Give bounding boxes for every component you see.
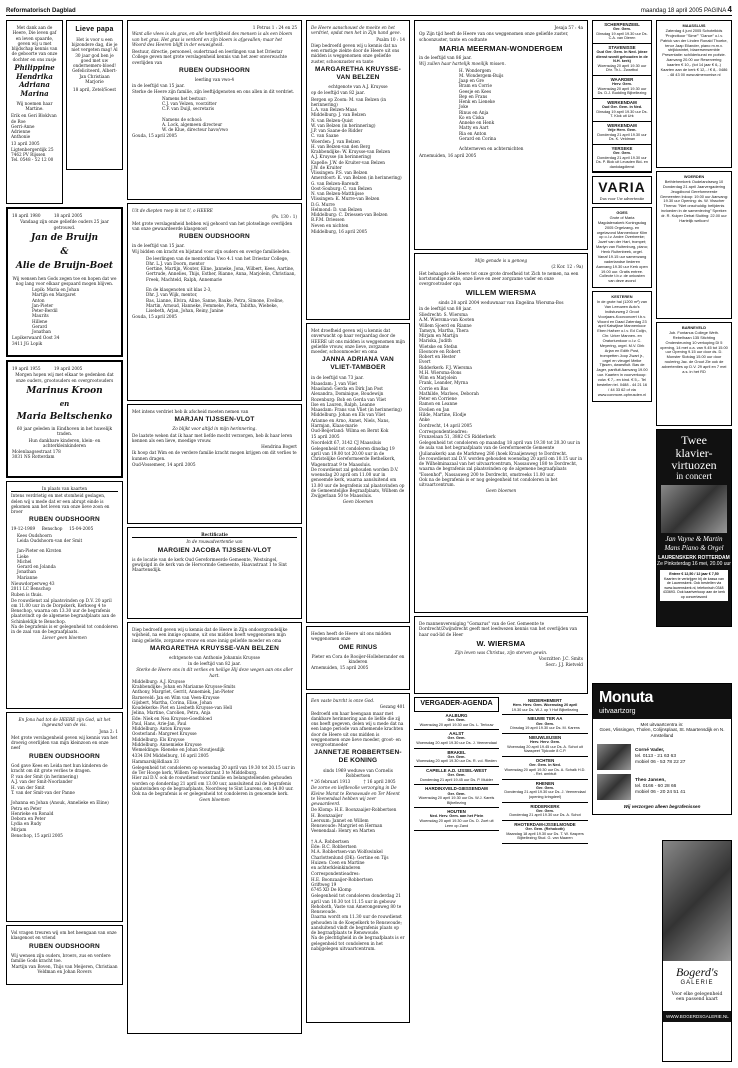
church-service-item xyxy=(414,808,499,831)
church-service-item xyxy=(414,767,499,785)
church-denomination: Ger. Gem. xyxy=(613,27,631,32)
death-notice-ruben-2: En Jona had tot de HEERE zijn God, uit het ingewand van de vis. Jona 2: 1 Met grote verslagenheid geven wij kennis van het droevig overlijden van mijn kleinzoon en onze neef RUBEN OUDSHOORN God gave Kees en Leida met hun kinderen de kracht om dit grote verlies te dragen. P. van der Smit (in herinnering) A.J. van der Smit-Noorlander H. van der Smit T. van der Smit-van der Panne Johanna en Johan (Anouk, Annelieke en Eline) Petra en Peter Henrieke en Ronald Debora en Peter Lydia en Rudy Mirjam Benschop, 15 april 2005 xyxy=(6,712,123,922)
church-location: STAVENISSE xyxy=(608,44,636,50)
column-2 xyxy=(127,20,302,1037)
woerden-ad: WOERDEN Bethlehemkerk Oudelandsewg 10 Donderdag 21 april Jaarvergadering Jeugdbond Gereformeerde Gemeenten Inloop: 19.00 uur Aanvang: 19.30 uur Opening: ds. W. Visscher Thema: "Niet onschuldig: belijdenis invloeden in de samenleving" Spreker: dr. R. Kuiper Debat Sluiting: 22.00 uur Hartelijk welkom! xyxy=(656,171,732,319)
church-location: RIDDERKERK xyxy=(530,803,560,809)
death-notice-ruben-1: In plaats van kaarten Intens verdrietig en met stomheid geslagen, delen wij u mede dat er een abrupt einde is gekomen aan het leven van onze lieve zoon en broer RUBEN OUDSHOORN 19-12-1989 Benschop 15-04-2005 Kees Oudshoorn Leida Oudshoorn-van der Smit Jan-Pieter en Kirsten Lieke Michel Gerard en Jolanda Jonathan Marianne Nieuwdorperweg 43 2011 LC Benschop Ruben is thuis. De rouwdienst zal plaatsvinden op D.V. 20 april om 11.00 uur in de Dorpskerk, Kerkweg 4 te Benschop, waarna om 13.30 uur de begrafenis plaatsvindt op de algemene begraafplaats aan de Schinkeldijk te Benschop. Na de begrafenis is er gelegenheid tot condoleren in de zaal van de begraafplaats. Liever geen bloemen xyxy=(6,481,123,709)
column-4 xyxy=(414,20,588,697)
kesteren-concert-ad: KESTEREN In de grote hal (1200 m²) van Van Leeuwen Auto's Indisturweg 2 Groot Voorjaars-Koorconcert t.b.v. Woord en Daad Zaterdag 23 april Katwijkse Mannenkoor Eben Haëzer o.l.v. Ed Colijn, Chr. Urker Mannen- en Oratoriumkoor o.l.v. C. Meyering, orgel. M.V. Dirk Arjan en Edith Post, trompetten Joop Zwart jr., orgel en vleugel Meike Tijssen, dwarsfluit. Bas de Jager, panfluit Aanvang 19.00 uur. Kaarten in voorverkoop: volw. € 7,- en kind. € 5,-. Tel bestellen tel. 0488 - 44 21 16 / 44 33 62 of via www.conmore-ophrusden.nl xyxy=(592,291,652,401)
death-notice-ruben-3: Vol vragen treuren wij om het heengaan van onze klasgenoot en vriend RUBEN OUDSHOORN Wij wensen zijn ouders, broers, zus en verdere familie Gods kracht toe. Martijn van Boven, Thijs van Meijeren, Christiaan Veldman en Johan Rovers xyxy=(6,925,123,985)
newspaper-name: Reformatorisch Dagblad xyxy=(6,7,76,14)
church-service-item xyxy=(593,44,651,76)
church-service-item xyxy=(414,730,499,748)
death-notice-classmates: Uit de diepten roep ik tot U, o HEERE (Ps. 130 : 1) Met grote verslagenheid hebben wij gehoord van het plotselinge overlijden van onze gewaardeerde klasgenoot RUBEN OUDSHOORN in de leeftijd van 15 jaar. Wij bidden om kracht en bijstand voor zijn ouders en overige familieleden. De leerlingen van de mentorklas Vwo 4.1 van het Driestar College, Dhr. L.J. van Doorn, mentor Gertine, Martijn, Wouter, Eline, Janneke, Jona, Wilbert, Kees, Aartine, Gertrude, Annelies, Thijs, Esther, Rianne, Anna, Marjolein, Christiaan, Freek, Machteld, Ralph, Annemarie En de klasgenoten uit klas 2-3, Dhr. J. van Wijk, mentor, Bas, Lianne, Elvira, Aline, Sanne, Bauke, Petra, Simone, Eveline, Martin, Arnoud, Hanneke, Femmeke, Pieta, Tabitha, Wiebeke, Lisebeth, Arjan, Johan, Reiny, Janine Gouda, 15 april 2005 xyxy=(127,203,302,401)
church-location: RHOTERDAM-IJSSELMONDE xyxy=(514,821,576,827)
church-denomination: Vrije Herv. Gem. xyxy=(607,128,637,133)
church-denomination: Herv. Herv. Gem. xyxy=(529,740,561,745)
church-service-time: Woensdag 20 april 19.45 uur Ds. A. Schot uit Naaspeet Tijdcode 8 C.P. xyxy=(507,744,583,754)
church-denomination: Ger. Gem. xyxy=(613,150,631,155)
death-notice-van-vliet: Met droefheid geven wij u kennis dat onverwacht op haar verjaardag door de HEERE uit ons midden is weggenomen mijn geliefde vrouw, onze lieve, zorgzame moeder, schoonmoeder en oma JANNA ADRIANA VAN VLIET-TAMBOER in de leeftijd van 73 jaar. Maasdam: J. van Vliet Maasland: Gerda en Dirk Jan Post Alexandra, Dominique, Boudewijn Rozenburg: Bob en Gerda van Vliet Ilse en Lauren, Ralph, Leanne Maasdam: Frans van Vliet (in herinnering) Middelburg: Johan en Els van Vliet Arianne en Arno, Annet, Niels, Nans, Harmjan, Klaas-marie Oud-Beijerland: Wilma en Bernt Kok 15 april 2005 Noordeldt 67, 3142 CJ Maassluis Gelegenheid tot condoleren dinsdag 19 april van 19.00 tot 20.00 uur in de Christelijke Gereformeerde Bethelkerk, Wagenstraat 9 te Maassluis. De rouwdienst zal gehouden worden D.V. woensdag 20 april om 11.00 uur in genoemde kerk, waarna aansluitend om 13.00 uur de begrafenis zal plaatsvinden op de Gemeentelijke Begraafplaats, Wilhem de Zwijgerlaan 50 te Maassluis. Geen bloemen xyxy=(306,323,410,623)
maassluis-ad: MAASSLUIS Zaterdag 4 juni 2005 Schotelkids 'Projectkoor "Sime"' "Dance" o.l.v. Patrick van der Linden Ronald Thoeke, tenor Jaap Eilander, piano m.m.v. strijkkwintet, blazersensemble Presentatie: schilderkunst en poëzie. Aanvang 20.00 uur Reservering kaarten € 10,- (tot 14 jaar € 6,-) Kaarten aan de kerk € 12,- / € 8,- 0486 - 48 43 00 www.aimenomise.nl xyxy=(656,20,732,168)
church-location: HOUTEN xyxy=(447,809,466,815)
death-notice-wiersma: Mijn genade is u genoeg (2 Kor. 12 : 9a) Het behaagde de Heere tot onze grote droefheid tot Zich te nemen, na een kortstondige ziekte, onze lieve en zeer zorgzame vader en onze overgrootvader opa WILLEM WIERSMA sinds 28 april 2004 weduwnaar van Engelina Wiersma-Bos in de leeftijd van 88 jaar. Sliedrecht: S. Wiersma A.M. Wiersma-van Kooten Willem Sjoerd en Rianne Tamsyn, Martha, Thera Mirjam en Martijn Mariska, Judith Wietske en Stefan Eleonore en Robert Robert en Hester Evert Ridderkerk: F.J. Wiersma M.H. Wiersma-Bons Wim en Marjolein Frank, Leander, Myrna Corrie en Bas Mathilde, Marloes, Deborah Peter en Corriene Ramon en Leanne Evelien en Jan Hilde, Martine, Elodje Anke Dordrecht, 14 april 2005 Correspondentieadres: Frunzelaan 51, 3882 CS Ridderkerk Gelegenheid tot condoleren op maandag 18 april van 19.30 tot 20.30 uur in de aula van het begraafplaats van de Gereformeerde Gemeente (Julianakerk) aan de Marktweg 286 (hoek Kraaijenweg) te Dordrecht. De rouwdienst zal D.V. worden gehouden woensdag 20 april om 10.15 uur in de Wilhelminazaal van het uitvaartcentrum, Nassauweg 180 te Dordrecht, waarna de begrafenis zal plaatsvinden op de algemene begraafplaats "Essenhof", Nassauweg 200 te Dordrecht, omstreeks 11.00 uur. Ook na de begrafenis is er nog gelegenheid tot condoleren in het uitvaartcentrum. Geen bloemen xyxy=(414,253,588,613)
church-location: AALST xyxy=(449,731,464,737)
church-service-item xyxy=(502,715,588,733)
barneveld-ad: BARNEVELD Jub. Fontanus College Weth. Rebelhaan 135 Stichting Ondersteuning 10 verkoping Di 5 opening, 14 met o.a. van 9.45 tot 15.00 uur Opening 9.15 uur door ds. D. Monster Slotdag 15.00 uur door roulering Jac. de Groot Zie ook de advertenties op D.V. 29 april en 7 mei a.s. in het RD xyxy=(656,322,732,426)
death-notice-tijssen: Met intens verdriet heb ik afscheid moeten nemen van MARJAN TIJSSEN-VLOT Zo blijkt voor altijd in mijn herinnering. De laatste weken dat ik haar met liefde mocht verzorgen, heb ik haar leren kennen als een lieve, moedige vrouw. Hendrina Bogert Ik hoop dat Wim en de verdere familie kracht mogen krijgen om dit verlies te kunnen dragen. Oud-Vossemeer, 14 april 2005 xyxy=(127,404,302,524)
column-1 xyxy=(6,20,123,988)
church-service-time: Dinsdag 19 april 19.30 uur Ds. T. Klok uit Urk xyxy=(596,109,648,119)
church-denomination: Ger. Gem. in Ned. xyxy=(529,762,561,767)
death-notice-kruysse: Diep bedroefd geven wij u kennis dat de Heere in Zijn ondoorgrondelijke wijsheid, na een innige opname, uit ons midden heeft weggenomen mijn innig geliefde, zorgzame vrouw en onze innig geliefde moeder en oma MARGARETHA KRUYSSE-VAN BELZEN echtgenote van Anthonie Johannis Kruysse in de leeftijd van 82 jaar. Sterke de Heere ons in dit verlies en heilige Hij deze wegen aan ons aller hart. Middelburg: A.J. Kruysse Krabbendijke: Johan en Marianne Kruysse-Smits Anthony, Margriet, Gerrit, Annemiek, Jan-Pieter Barneveld: Jan en Wim van Veen-Kruysse Gijsbert, Martha, Corina, Elise, Johan Koudekerke: Piet en Liesbeth Kruysse-van Hell Jelina, Martine, Carolien, Petra, Anja Ede: Niek en Nea Kruysse-Goedbloed Paul, Hans, Arie-Jan, Paul Middelburg: Anton Kruysse Oosterland: Margreet Kruysse Middelburg: Els Kruysse Middelburg: Annemieke Kruysse Wemeldinge: Rieneke en Johan Stoutjesdijk 4334 EM Middelburg, 16 april 2005 Hammarskjöldlaan 33 Gelegenheid tot condoleren op woensdag 20 april van 19.30 tot 20.15 uur in de Ter Hooge kerk, Willem Teelinckstraat 3 te Middelburg. Hier zal D.V. ook de rouwdienst voor familie en belangstellenden gehouden worden op donderdag 21 april om 13.00 uur, aansluitend zal de begrafenis plaatsvinden op de begraafplaats, Noordweg te Sint Laurens, om 14.00 uur. Ook na de begrafenis is er gelegenheid tot condoleren in genoemde kerk. Geen bloemen xyxy=(127,622,302,1034)
church-service-item xyxy=(502,780,588,803)
church-denomination: Oud Ger. Gem. in Ned. xyxy=(601,105,643,110)
church-denomination: Herv. Gem. xyxy=(612,82,632,87)
church-service-item xyxy=(414,785,499,808)
church-denomination: Ger. Gem. xyxy=(536,785,554,790)
church-service-item xyxy=(414,749,499,767)
death-notice-van-belzen: De Heere aanschouwt de moeite en het verdriet, opdat men het in Zijn hand geve. Psalm 10 : 14 Diep bedroefd geven wij u kennis dat na een ernstige ziekte door de Heere uit ons midden is weggenomen onze geliefde zuster, schoonzuster en tante MARGARETHA KRUYSSE-VAN BELZEN echtgenote van A.J. Kruysse op de leeftijd van 82 jaar. Bergen op Zoom: M. van Belzen (in herinnering) L.A. van Belzen-Maas Middelburg: J. van Belzen N. van Belzen-Quist W. van Belzen (in herinnering) J.P. van Saane-de Ridder C. van Saane Woerden: J. van Belzen H. van Belzen-van den Berg Krabbendijke: W. Kruysse-van Belzen A.J. Kruysse (in herinnering) Kapelle: J.W. de Kruiter-van Belzen J.W. de Kruiter Vlissingen: P.S. van Belzen Amersfoort: K. van Belzen (in herinnering) G. van Belzen-Barendt Oost-Souburg: C. van Belzen N. van Belzen-Matthijsse Vlissingen: K. Murre-van Belzen D.G. Murre Helmond: D. van Belzen Middelburg: C. Driessen-van Belzen B.F.M. Driessen Neven en nichten Middelburg, 16 april 2005 xyxy=(306,20,410,320)
church-service-time: Woensdag 20 april 19.30 uur Dhr. Th.L. Zwartbol xyxy=(597,63,647,73)
concert-ad: Twee klavier- virtuozen in concert Jan Vayne & Martin Mans Piano & Orgel LAURENSKERK ROTTERDAM Ze Pinksterdag 16 mei, 20.00 uur Entree € 12,50 / 12 jaar € 7,50 Kaarten te verkrijgen bij de kassa van de Laurenskerk. Ook bestellen via www.laurenskerk.nl, telefonisch 0348 433693. Ook kaartverkoop aan de kerk op concertavond xyxy=(656,429,732,627)
church-denomination: Ned. Herv. Gem. aan het Plein xyxy=(429,814,484,819)
performers-photo xyxy=(661,485,727,533)
death-notice-ome-rinus: Heden heeft de Heere uit ons midden weggenomen onze OME RINUS Pieter en Cora de Rooijer-Holleberander en kinderen Arnemuiden, 15 april 2005 xyxy=(306,626,410,690)
church-service-item xyxy=(593,21,651,44)
column-6 xyxy=(656,20,732,630)
church-service-time: Donderdag 21 april 19.30 uur Ds. P. Blok uit Leusden Bid- en dankdagdienst xyxy=(595,155,649,169)
church-denomination: Ger. Gem. xyxy=(536,808,554,813)
church-service-time: 19.30 uur Ds. W.J. op 't Hof Bijbellezing xyxy=(511,707,579,712)
death-notice-school: 1 Petrus 1 : 24 en 25 Want alle vlees is als gras, en alle heerlijkheid des mensen is als een bloem van het gras. Het gras is verdord en zijn bloem is afgevallen; maar het Woord des Heeren blijft in der eeuwigheid. Bestuur, directie, personeel, oudertraad en leerlingen van het Driestar College geven met grote verslagenheid kennis van het zeer onverwachte overlijden van RUBEN OUDSHOORN leerling van vwo-4 in de leeftijd van 15 jaar. Sterke de Heere zijn familie, zijn leeftijdgenoten en ons allen in dit verdriet. Namens het bestuur: C.J. van Velzen, voorzitter C.F. van Duijl, secretaris Namens de school: A. Lock, algemeen directeur W. de Klue, directeur havo/vwo Gouda, 15 april 2005 xyxy=(127,20,302,200)
column-5 xyxy=(592,20,652,405)
masthead xyxy=(6,4,732,16)
church-location: WERKENDAM xyxy=(607,122,637,128)
church-service-item xyxy=(502,821,588,844)
monuta-ad: Monuta uitvaartzorg Met uitvaartcentra in: Goes, Vlissingen, Tholen, Colijnsplaat, St. Maartensdijk en N. Amstelland Corné Vader, tel. 0113 - 21 63 63 mobiel 06 - 53 78 22 27 Theo Jansen, tel. 0166 - 60 28 66 mobiel 06 - 20 24 51 41 Wij verzorgen alleen begrafenissen xyxy=(592,683,732,815)
death-notice-robbertsen: Een vaste burcht is onze God. Gezang 401 Bedroefd om haar heengaan maar met dankbare herinnering aan de liefde die zij ons heeft gegeven, delen wij u mede dat na een lange periode van afnemende krachten door de Heere uit ons midden is weggenomen onze lieve moeder, groot- en overgrootmoeder JANNETJE ROBBERTSEN-DE KONING sinds 1969 weduwe van Cornelis Robbertsen * 26 februari 1913 † 16 april 2005 De zorne en liefdevolle verzorging in De Kleine Marat te Renswoude en Ter Meent te Veenendaal hebben wij zeer gewaardeerd. De Klomp: H.E. Boonzaaijer-Robbertsen H. Boonzaaijer Leersum: Jannet en Willem Renswoude: Margriet en Herman Veenendaal: Henry en Marten † A.A. Robbertsen Ede: B.C. Robbertsen M.A. Robbertsen-van Wolfswinkel Charlottenlund (DK): Gertine en Tijs Huizen: Coen en Martine en achterkleinkinderen Correspondentieadres: H.E. Boonzaaijer-Robbertsen Griftweg 19 6745 XD De Klomp Gelegenheid tot condoleren donderdag 21 april van 10.30 tot 11.15 uur in gebouw Rehoboth, Vaste van Amerongenweg 80 te Renswoude. Daarna wordt om 11.30 uur de rouwdienst gehouden in de Koepelkerk te Renswoude; aansluitend vindt de begrafenis plaats op de begraafplaats te Renswoude. Na de plechtigheid in de begraafplaats is er gelegenheid tot condoleren in het nabijgelegen uitvaartcentrum. xyxy=(306,693,410,1023)
church-denomination: Ger. Gem. xyxy=(447,754,466,759)
page-date: maandag 18 april 2005 PAGINA 4 xyxy=(640,4,732,14)
church-location: YERSEKE xyxy=(611,145,633,151)
church-service-item xyxy=(502,803,588,821)
church-denomination: Ger. Gem. xyxy=(447,773,466,778)
church-service-time: Donderdag 21 april 19.30 uur Ds. K. Veldman xyxy=(597,132,647,142)
goes-concert-ad: GOES Grote of Maria Magdalenakerk Koningsdag 2005 Orgelzang- en orgelavond Mannenkoor Klim op o.l.v. Andre Overbeeke; Jozef van der Hart, trompet; Marlyn van Ruitenburg, piano; Henk Ruitenbeek, orgel. Vanaf 19.15 uur samenzang vaderlandse liederen Aanvang 19.30 uur Kerk open 19.00 uur. Gratis entree. Collecte t.b.v. de onkosten van deze avond xyxy=(592,207,652,288)
church-service-item xyxy=(414,712,499,730)
agenda-title: VERGADER-AGENDA xyxy=(414,697,499,712)
varia-box: VARIA Dus voor Uw advertentie xyxy=(592,176,652,204)
church-service-time: Donderdag 21 april 19.45 uur Ds. P. Mulder xyxy=(420,777,493,782)
church-service-item xyxy=(502,757,588,780)
church-location: NIEUWE TER AA xyxy=(527,716,563,722)
church-service-time: Dinsdag 19 april 19.30 uur Ds. C.A. van Dieren xyxy=(596,31,648,41)
church-location: NEDERHEMERT xyxy=(528,698,562,703)
church-denomination: Herv. Herv. Gem. Woensdag 20 april xyxy=(512,703,578,708)
church-denomination: Ger. Gem. xyxy=(447,718,466,723)
church-location: RHENEN xyxy=(535,780,555,786)
church-location: BRAKEL xyxy=(447,749,466,755)
church-service-time: Donderdag 21 april 19.30 uur Ds. A. Schot xyxy=(509,813,581,818)
rectification-notice: Rectificatie In de rouwadvertentie van MARGIEN JACOBA TIJSSEN-VLOT is de locatie van de kerk Oud Gereformeerde Gemeente, Westsingel, gewijzigd in de kerk van de Hervormde Gemeente, Haavastraat 1 te Sint Maartensdijk. xyxy=(127,527,302,619)
church-location: NIEUWLEUSEN xyxy=(528,734,562,740)
church-service-time: Maandag 18 april 19.30 uur Ds. T. W. Kaspers Bijbellezing Stud. G. van Maaren xyxy=(506,831,584,841)
meeting-agenda xyxy=(414,697,588,844)
church-service-time: Woensdag 20 april 19.30 uur Ds. W.J. Karels Bijbellezing xyxy=(418,796,495,805)
death-notice-meerman: Jesaja 57 : 4a Op Zijn tijd heeft de Heere van ons weggenomen onze geliefde zuster, schoonzuster, tante en oudtante MARIA MEERMAN-WONDERGEM in de leeftijd van 86 jaar. Wij zullen haar hartelijk moeilijk missen. H. Wondergem M. Wondergem-Buijs Jaap en Gre Bram en Corrie Geesje en Kees Bep en Frans Henk en Lieneke Joke Rinus en Anja Ko en Ciska Anneke en Henk Matty en Aart Ria en Anton Gerard en Corina Achterneven en achternichten Arnemuiden, 16 april 2005 xyxy=(414,20,588,250)
birthday-ad: Lieve papa Het is voor u een bijzondere dag, die je niet vergeten mag! Al 30 jaar god ben je goed met uw ondernemers-bloed! Gefeliciteerd, Albert-Jan Christiaan Marjorie 18 april, Zetel/Soest xyxy=(66,20,123,170)
church-service-time: Dinsdag 19 april 19.30 uur Ds. M. Karens xyxy=(510,726,580,731)
church-service-time: Woensdag 20 april 19.30 uur Ds. R. v.d. Rieden xyxy=(416,759,497,764)
church-denomination: Oud Ger. Gem. in Ned. (deze dienst wordt gehouden in de N.H. kerk) xyxy=(596,50,648,64)
anniversary-ad: 18 april 1980 18 april 2005 Vandaag zijn onze geliefde ouders 25 jaar getrouwd. Jan de Bruijn & Alie de Bruijn-Boet Wij wensen hen Gods zegen toe en hopen dat we nog lang voor elkaar gespaard mogen blijven. Lopik: Maria en Johan Martijn en Margaret Anton Jan-Pieter Peter-Berdil Maurits Hillene Gerard Jonathan Lopikerwaard Oost 34 3411 JG Lopik xyxy=(6,207,123,357)
church-location: WAARDER xyxy=(610,76,634,82)
church-service-time: Woensdag 20 april 19.30 uur Ds. A. Schalk H.D. - Ret. ambtuit xyxy=(504,767,586,777)
death-notice-gomarus: De mannenvereniging "Gomarus" van de Ger. Gemeente te Dordrecht/Zwijndrecht geeft met leedwezen kennis van het overlijden van haar oud-lid de Heer W. WIERSMA Zijn leven was Christus, zijn sterven gewin. Voorzitter: J.C. Smits Secr.: J.J. Rietveld xyxy=(414,616,588,694)
church-service-item xyxy=(593,76,651,99)
column-3 xyxy=(306,20,410,1026)
church-service-item xyxy=(502,697,588,715)
church-denomination: Ger. Gem. xyxy=(447,736,466,741)
church-location: HARDINXVELD-GIESSENDAM xyxy=(425,786,488,792)
church-services xyxy=(592,20,652,173)
anniversary-ad-2: 19 april 1955 19 april 2005 Morgen hopen wij met elkaar te gedenken dat onze ouders, grootouders en overgrootouders Marinus Kroon en Maria Beltschenko 60 jaar geleden in Eindhoven in het huwelijk traden. Hun dankbare kinderen, klein- en achterkleinkinderen Molenlaagsestraat 178 3031 NS Rotterdam xyxy=(6,360,123,478)
church-service-time: Donderdag 21 april 19.30 uur Ds. J. Veenendaal (opening kringdeel) xyxy=(504,790,586,799)
church-service-item xyxy=(593,99,651,122)
church-denomination: Ger. Gem. (Rehoboth) xyxy=(525,827,565,832)
birth-announcement: Met dank aan de Heere, Die leven gaf en leven spaarde, geven wij u met blijdschap kennis van de geboorte van onze dochter en ons zusje Philippine Hendrika Adriana Marina Wij noemen haar Martine. Erik en Geri Bloklvan de Roe Gerri-Anne Adrienne Anthonie 13 april 2005 Ligtenbergerdijk 25 7462 PV Rijssen Tel. 0548 - 52 12 00 xyxy=(6,20,63,204)
church-location: CAPELLE A.D. IJSSEL-WEST xyxy=(426,767,487,773)
church-denomination: Ger. Gem. xyxy=(447,791,466,796)
church-location: OCHTEN xyxy=(535,757,555,763)
bogerd-gallery-ad: Bogerd's GALERIE Voor elke gelegenheid een passend kaart WWW.BOGERDSGALERIE.NL xyxy=(662,840,732,1062)
church-denomination: Ger. Gem. xyxy=(536,721,554,726)
person-photo xyxy=(597,744,631,770)
church-service-time: Woensdag 20 april 19.30 uur Ds. J. Veenendaal xyxy=(416,740,497,745)
church-location: WERKENDAM xyxy=(607,99,637,105)
church-service-item xyxy=(502,734,588,757)
church-service-time: Woensdag 20 april 19.30 uur Ds. L. Terlouw xyxy=(419,722,494,727)
church-service-time: Woensdag 20 april 19.30 uur Ds. D.J. Budding Bijbellezing xyxy=(597,86,647,96)
church-service-item xyxy=(593,122,651,145)
church-service-item xyxy=(593,145,651,172)
person-photo xyxy=(597,774,631,800)
cards-photo xyxy=(663,841,731,961)
church-location: SCHERPENZEEL xyxy=(604,22,640,27)
church-location: AALBURG xyxy=(445,712,468,718)
church-service-time: Woensdag 20 april 19.30 uur Ds. D. Zoet uit Leen op Zand xyxy=(419,819,494,828)
